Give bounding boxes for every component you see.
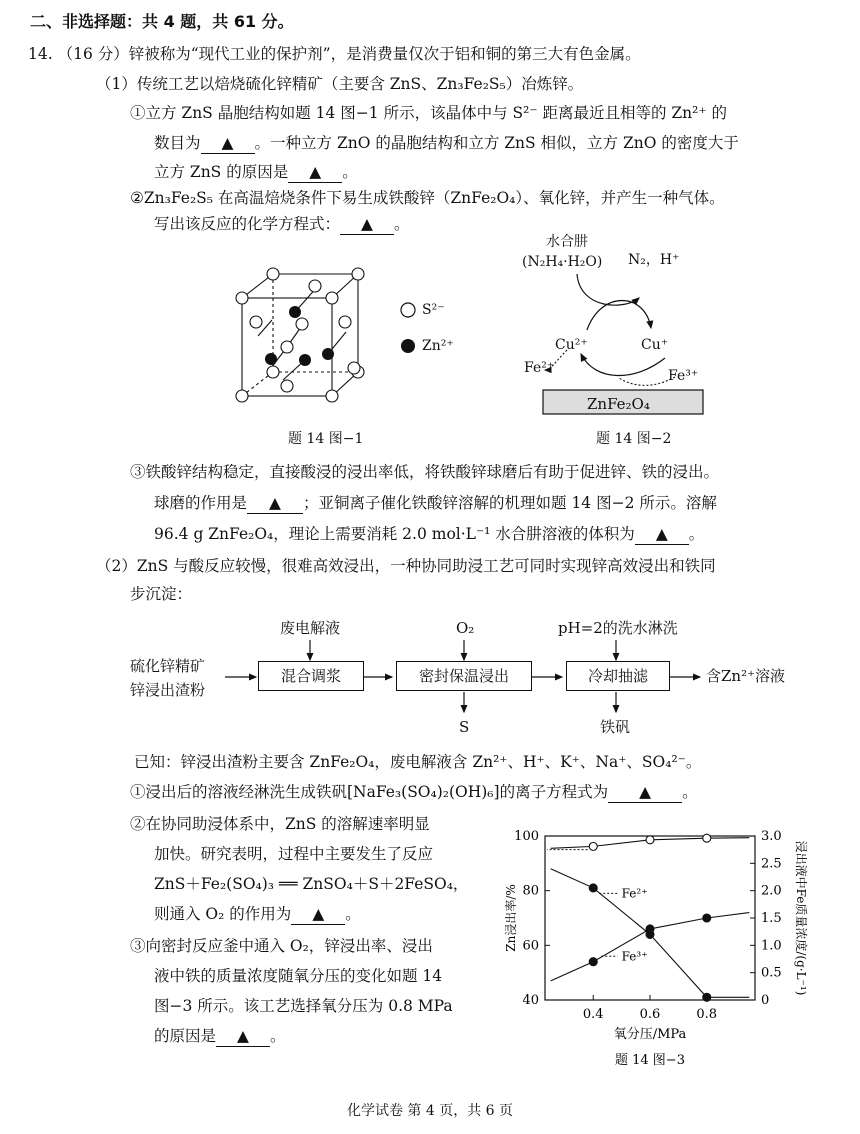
- y-right-tick-label: 1.5: [761, 911, 782, 926]
- flow-output-s: S: [459, 718, 470, 736]
- flow-feed-1: 硫化锌精矿: [130, 657, 206, 675]
- fig2-caption: 题 14 图−2: [596, 431, 672, 447]
- part2-2-line2: 加快。研究表明，过程中主要发生了反应: [154, 845, 434, 863]
- part1-3-line2: [154, 493, 717, 514]
- part1-1-line2: [154, 133, 739, 154]
- x-tick-label: 0.6: [639, 1007, 661, 1022]
- fig2-cu1: Cu⁺: [641, 337, 669, 353]
- flow-input-electrolyte: 废电解液: [280, 619, 341, 637]
- y-left-tick-label: 80: [522, 883, 539, 899]
- text: 的原因是: [154, 1027, 217, 1045]
- y-right-tick-label: 2.0: [761, 883, 782, 899]
- y-left-axis-label: Zn浸出率/%: [504, 884, 518, 952]
- part2-2-line1: ②在协同助浸体系中，ZnS 的溶解速率明显: [130, 815, 430, 833]
- part2-2-line3: ZnS＋Fe₂(SO₄)₃ ══ ZnSO₄＋S＋2FeSO₄，: [154, 875, 469, 893]
- part2-3-line2: 液中铁的质量浓度随氧分压的变化如题 14: [154, 967, 443, 985]
- part2-3-line3: 图−3 所示。该工艺选择氧分压为 0.8 MPa: [154, 997, 453, 1015]
- fig3-chart: [500, 820, 850, 1080]
- text: 。: [688, 525, 705, 543]
- text: ①浸出后的溶液经淋洗生成铁矾[NaFe₃(SO₄)₂(OH)₆]的离子方程式为: [130, 783, 609, 801]
- part2-2-line4: [154, 904, 361, 925]
- text: 。: [345, 905, 361, 923]
- known-info: 已知：锌浸出渣粉主要含 ZnFe₂O₄，废电解液含 Zn²⁺、H⁺、K⁺、Na⁺、SO₄²⁻。: [134, 753, 702, 771]
- y-right-tick-label: 2.5: [761, 856, 782, 872]
- fig2-hydrazine-formula: (N₂H₄·H₂O): [522, 254, 603, 270]
- question-intro: 14. （16 分）锌被称为“现代工业的保护剂”，是消费量仅次于铝和铜的第三大有色金属。: [28, 45, 641, 63]
- fig2-cu2: Cu²⁺: [555, 337, 588, 353]
- answer-blank[interactable]: ▲: [247, 493, 303, 514]
- part1-3-line1: ③铁酸锌结构稳定，直接酸浸的浸出率低，将铁酸锌球磨后有助于促进锌、铁的浸出。: [130, 463, 720, 481]
- x-axis-label: 氧分压/MPa: [613, 1027, 687, 1042]
- x-tick-label: 0.8: [696, 1007, 718, 1022]
- y-right-tick-label: 0: [761, 993, 770, 1008]
- part1-2-line2: [154, 214, 410, 235]
- y-left-tick-label: 60: [522, 938, 539, 954]
- flow-product: 含Zn²⁺溶液: [706, 667, 786, 685]
- part2-3-line1: ③向密封反应釜中通入 O₂，锌浸出率、浸出: [130, 937, 433, 955]
- text: 。一种立方 ZnO 的晶胞结构和立方 ZnS 相似，立方 ZnO 的密度大于: [254, 134, 739, 152]
- flow-feed-2: 锌浸出渣粉: [130, 681, 206, 699]
- text: 球磨的作用是: [154, 494, 248, 512]
- y-left-tick-label: 100: [514, 829, 539, 844]
- part1-2-line1: ②Zn₃Fe₂S₅ 在高温焙烧条件下易生成铁酸锌（ZnFe₂O₄）、氧化锌，并产生一种气体。: [130, 189, 725, 207]
- fig1-caption: 题 14 图−1: [288, 431, 364, 447]
- answer-blank[interactable]: ▲: [635, 524, 689, 545]
- text: 。: [394, 215, 410, 233]
- data-point: [703, 993, 711, 1001]
- text: 。: [342, 163, 358, 181]
- data-point: [646, 925, 654, 933]
- text: 写出该反应的化学方程式：: [154, 215, 341, 233]
- text: 。: [682, 783, 698, 801]
- y-right-axis-label: 浸出液中Fe质量浓度/(g·L⁻¹): [794, 840, 808, 996]
- flow-step-leach: 密封保温浸出: [396, 661, 532, 691]
- fig2-fe2: Fe²⁺: [524, 360, 555, 376]
- fig1-legend-zn: Zn²⁺: [422, 338, 454, 354]
- fig2-hydrazine: 水合肼: [546, 234, 588, 250]
- plot-frame: [545, 836, 755, 1000]
- text: 数目为: [154, 134, 201, 152]
- series-line: [551, 913, 750, 981]
- y-right-tick-label: 3.0: [761, 829, 782, 844]
- chart-caption: 题 14 图−3: [615, 1053, 685, 1068]
- data-point: [589, 842, 597, 850]
- answer-blank[interactable]: ▲: [288, 162, 342, 183]
- data-point: [589, 884, 597, 892]
- fig2-products: N₂，H⁺: [628, 252, 680, 268]
- answer-blank[interactable]: ▲: [608, 782, 682, 803]
- data-point: [646, 836, 654, 844]
- text: 96.4 g ZnFe₂O₄，理论上需要消耗 2.0 mol·L⁻¹ 水合肼溶液的体积为: [154, 525, 635, 543]
- part1-1-line3: [154, 162, 358, 183]
- data-point: [703, 834, 711, 842]
- series-label: Fe³⁺: [621, 949, 648, 964]
- flow-input-o2: O₂: [456, 619, 475, 637]
- text: 立方 ZnS 的原因是: [154, 163, 289, 181]
- part1-3-line3: [154, 524, 704, 545]
- data-point: [589, 958, 597, 966]
- flow-step-mix: 混合调浆: [258, 661, 364, 691]
- page-footer: 化学试卷 第 4 页，共 6 页: [346, 1103, 514, 1119]
- y-right-tick-label: 1.0: [761, 938, 782, 954]
- flow-input-wash: pH=2的洗水淋洗: [558, 619, 678, 637]
- fig1-legend-s: S²⁻: [422, 302, 445, 318]
- x-tick-label: 0.4: [582, 1007, 604, 1022]
- answer-blank[interactable]: ▲: [201, 133, 255, 154]
- part1-stem: （1）传统工艺以焙烧硫化锌精矿（主要含 ZnS、Zn₃Fe₂S₅）冶炼锌。: [96, 75, 584, 93]
- series-label: Fe²⁺: [621, 886, 648, 901]
- fig2-fe3: Fe³⁺: [668, 368, 699, 384]
- flow-output-jarosite: 铁矾: [600, 718, 631, 736]
- answer-blank[interactable]: ▲: [291, 904, 345, 925]
- text: 则通入 O₂ 的作用为: [154, 905, 292, 923]
- flow-step-filter: 冷却抽滤: [566, 661, 670, 691]
- y-right-tick-label: 0.5: [761, 965, 782, 981]
- part2-stem-2: 步沉淀：: [130, 585, 193, 603]
- y-left-tick-label: 40: [522, 993, 539, 1008]
- text: 。: [270, 1027, 286, 1045]
- section-heading: 二、非选择题：共 4 题，共 61 分。: [30, 12, 294, 31]
- part2-3-line4: [154, 1026, 286, 1047]
- part2-1: [130, 782, 698, 803]
- answer-blank[interactable]: ▲: [216, 1026, 270, 1047]
- data-point: [703, 914, 711, 922]
- fig2-solid: ZnFe₂O₄: [587, 395, 650, 413]
- part2-stem-1: （2）ZnS 与酸反应较慢，很难高效浸出，一种协同助浸工艺可同时实现锌高效浸出和铁同: [96, 557, 716, 575]
- text: ；亚铜离子催化铁酸锌溶解的机理如题 14 图−2 所示。溶解: [303, 494, 717, 512]
- part1-1-line1: ①立方 ZnS 晶胞结构如题 14 图−1 所示，该晶体中与 S²⁻ 距离最近且相等的 Zn²⁺ 的: [130, 104, 727, 122]
- answer-blank[interactable]: ▲: [340, 214, 394, 235]
